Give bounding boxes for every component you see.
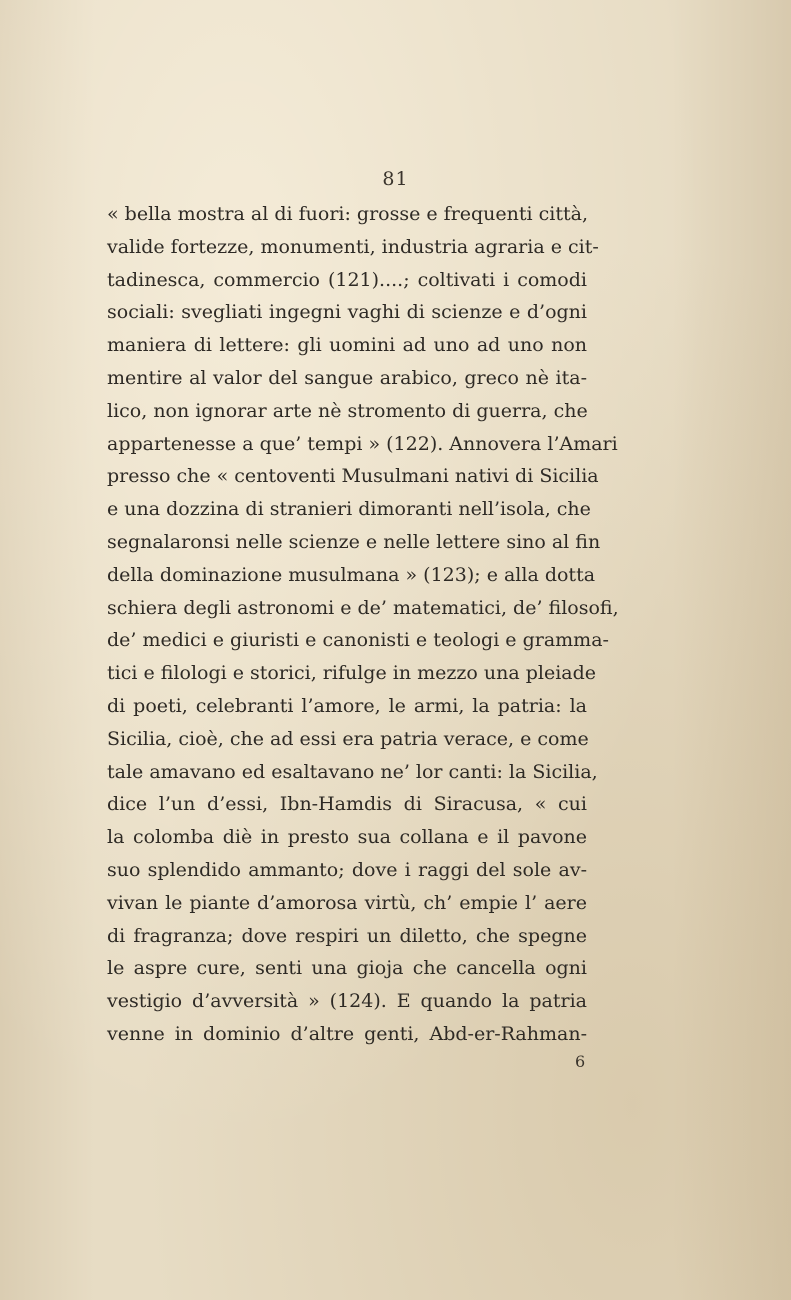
text-line: le aspre cure, senti una gioja che cancella ogni (107, 957, 587, 980)
text-line: vivan le piante d’amorosa virtù, ch’ empie l’ aere (107, 891, 587, 914)
text-line: valide fortezze, monumenti, industria agraria e cit- (107, 235, 599, 258)
text-line: la colomba diè in presto sua collana e il pavone (107, 826, 587, 849)
page-number: 81 (382, 168, 409, 190)
text-line: appartenesse a que’ tempi » (122). Annovera l’Amari (107, 432, 618, 455)
text-line: sociali: svegliati ingegni vaghi di scienze e d’ogni (107, 301, 587, 324)
text-line: e una dozzina di stranieri dimoranti nell’isola, che (107, 498, 591, 521)
text-line: vestigio d’avversità » (124). E quando la patria (107, 990, 587, 1013)
text-line: della dominazione musulmana » (123); e alla dotta (107, 563, 596, 586)
text-line: lico, non ignorar arte nè stromento di guerra, che (107, 399, 588, 422)
text-line: dice l’un d’essi, Ibn-Hamdis di Siracusa, « cui (107, 793, 587, 816)
text-line: tale amavano ed esaltavano ne’ lor canti: la Sicilia, (107, 760, 598, 783)
text-line: suo splendido ammanto; dove i raggi del sole av- (107, 858, 587, 881)
text-line: presso che « centoventi Musulmani nativi di Sicilia (107, 465, 599, 488)
text-line: di fragranza; dove respiri un diletto, che spegne (107, 924, 587, 947)
text-line: schiera degli astronomi e de’ matematici, de’ filosofi, (107, 596, 619, 619)
body-text (107, 198, 619, 1051)
text-line: maniera di lettere: gli uomini ad uno ad uno non (107, 334, 587, 357)
text-line: segnalaronsi nelle scienze e nelle lettere sino al fin (107, 530, 601, 553)
signature-mark: 6 (575, 1052, 586, 1071)
text-line: de’ medici e giuristi e canonisti e teologi e gramma- (107, 629, 609, 652)
text-line: tici e filologi e storici, rifulge in mezzo una pleiade (107, 662, 596, 685)
text-line: « bella mostra al di fuori: grosse e frequenti città, (107, 203, 589, 225)
text-line: di poeti, celebranti l’amore, le armi, la patria: la (107, 694, 587, 717)
text-line: mentire al valor del sangue arabico, greco nè ita- (107, 366, 587, 389)
text-line: Sicilia, cioè, che ad essi era patria verace, e come (107, 727, 589, 750)
text-line: tadinesca, commercio (121)....; coltivati i comodi (107, 268, 587, 291)
text-line: venne in dominio d’altre genti, Abd-er-Rahman- (107, 1022, 587, 1045)
